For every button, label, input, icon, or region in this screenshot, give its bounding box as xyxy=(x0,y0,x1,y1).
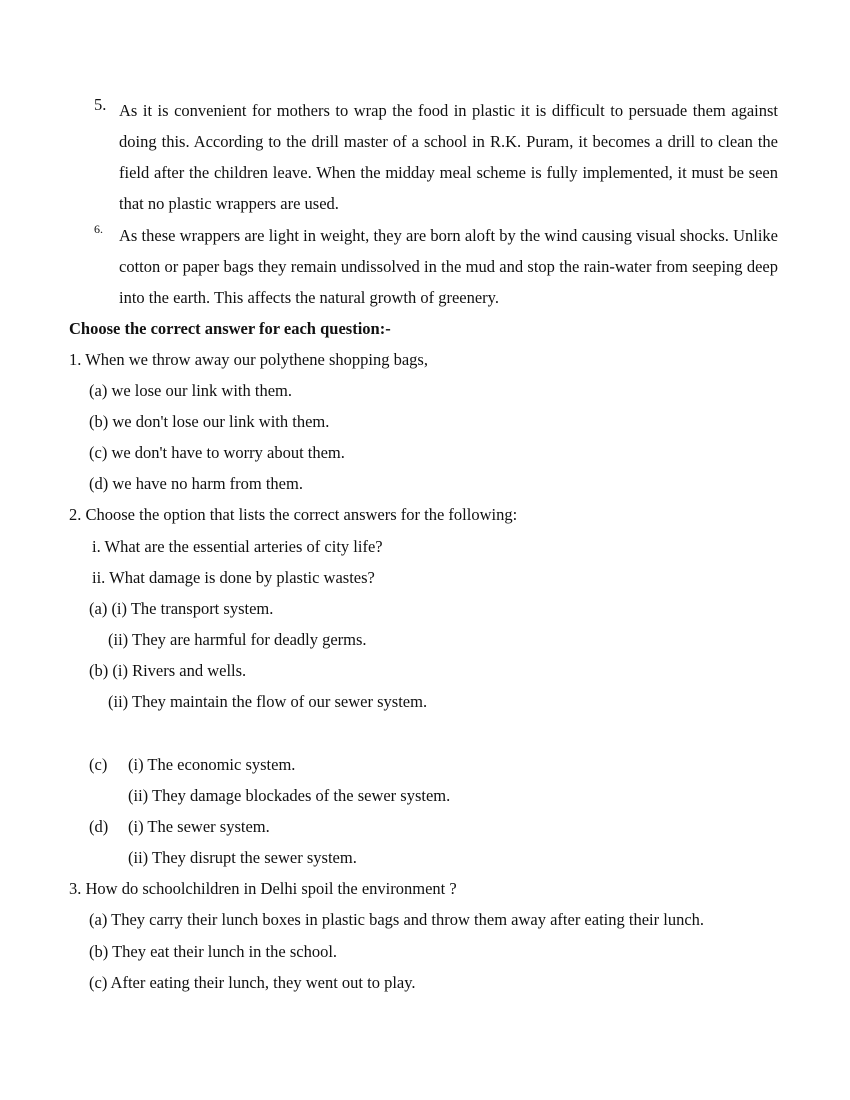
passage-point-6 xyxy=(94,220,778,313)
question-2-option-c-label: (c) xyxy=(89,755,108,774)
question-1-option-a: (a) we lose our link with them. xyxy=(89,381,292,400)
instruction-heading: Choose the correct answer for each question:- xyxy=(69,319,391,338)
question-2-option-d-i: (i) The sewer system. xyxy=(128,817,270,836)
question-2-option-b-ii: (ii) They maintain the flow of our sewer system. xyxy=(108,692,428,711)
question-2: 2. Choose the option that lists the correct answers for the following: xyxy=(69,505,518,524)
question-1-option-d: (d) we have no harm from them. xyxy=(89,474,303,493)
passage-point-text: As it is convenient for mothers to wrap the food in plastic it is difficult to persuade them against doing this. According to the drill master of a school in R.K. Puram, it becomes a drill to clean the field after the children leave. When the midday meal scheme is fully implemented, it must be seen that no plastic wrappers are used. xyxy=(119,101,778,213)
passage-point-5 xyxy=(94,95,778,219)
question-1-option-b: (b) we don't lose our link with them. xyxy=(89,412,330,431)
question-2-option-d-ii: (ii) They disrupt the sewer system. xyxy=(128,848,357,867)
question-2-option-c-i: (i) The economic system. xyxy=(128,755,296,774)
question-3-option-b: (b) They eat their lunch in the school. xyxy=(89,942,338,961)
question-3-option-c: (c) After eating their lunch, they went out to play. xyxy=(89,973,416,992)
question-2-sub-ii: ii. What damage is done by plastic wastes? xyxy=(92,568,375,587)
question-2-option-a-i: (a) (i) The transport system. xyxy=(89,599,274,618)
question-2-option-b-i: (b) (i) Rivers and wells. xyxy=(89,661,247,680)
question-2-option-c-ii: (ii) They damage blockades of the sewer system. xyxy=(128,786,451,805)
question-2-option-a-ii: (ii) They are harmful for deadly germs. xyxy=(108,630,367,649)
passage-point-number: 5. xyxy=(94,95,107,114)
question-1: 1. When we throw away our polythene shopping bags, xyxy=(69,350,428,369)
question-2-sub-i: i. What are the essential arteries of city life? xyxy=(92,537,383,556)
passage-point-text: As these wrappers are light in weight, they are born aloft by the wind causing visual shocks. Unlike cotton or paper bags they remain undissolved in the mud and stop the rain-water from seeping deep into the earth. This affects the natural growth of greenery. xyxy=(119,226,778,307)
question-2-option-d-label: (d) xyxy=(89,817,109,836)
passage-point-number: 6. xyxy=(94,222,103,236)
question-1-option-c: (c) we don't have to worry about them. xyxy=(89,443,345,462)
question-3: 3. How do schoolchildren in Delhi spoil the environment ? xyxy=(69,879,457,898)
question-3-option-a: (a) They carry their lunch boxes in plastic bags and throw them away after eating their lunch. xyxy=(89,910,705,929)
